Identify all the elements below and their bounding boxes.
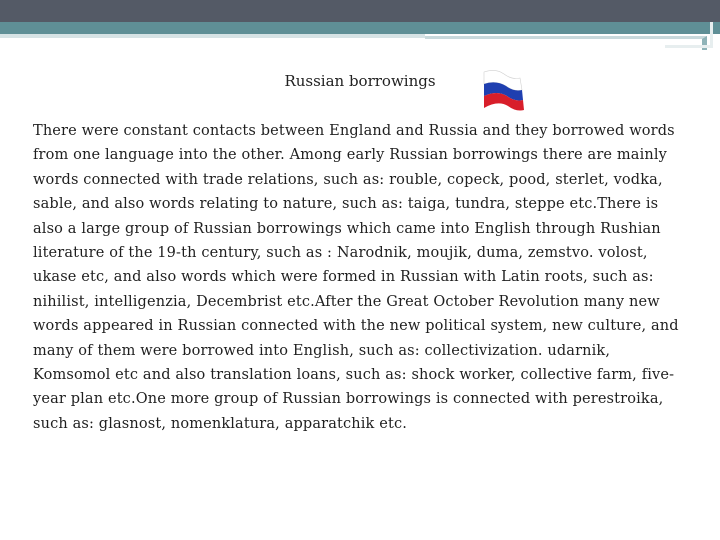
russian-flag-icon xyxy=(478,68,524,112)
slide-title: Russian borrowings xyxy=(284,72,436,90)
header-band-dark xyxy=(0,0,720,22)
header-band-teal xyxy=(0,22,720,34)
slide-body-text: There were constant contacts between England and Russia and they borrowed words from one language into the other. Among early Russian borrowings there are mainly words connected with trade relations, such as: rouble, copeck, pood, sterlet, vodka, sable, and also words relating to nature, such as: taiga, tundra, steppe etc.There is also a large group of Russian borrowings which came into English through Rushian literature of the 19-th century, such as : Narodnik, moujik, duma, zemstvo. volost, ukase etc, and also words which were formed in Russian with Latin roots, such as: nihilist, intelligenzia, Decembrist etc.After the Great October Revolution many new words appeared in Russian connected with the new political system, new culture, and many of them were borrowed into English, such as: collectivization. udarnik, Komsomol etc and also translation loans, such as: shock worker, collective farm, five-year plan etc.One more group of Russian borrowings is connected with perestroika, such as: glasnost, nomenklatura, apparatchik etc. xyxy=(33,123,679,432)
header-corner-frame-inner xyxy=(665,22,713,48)
